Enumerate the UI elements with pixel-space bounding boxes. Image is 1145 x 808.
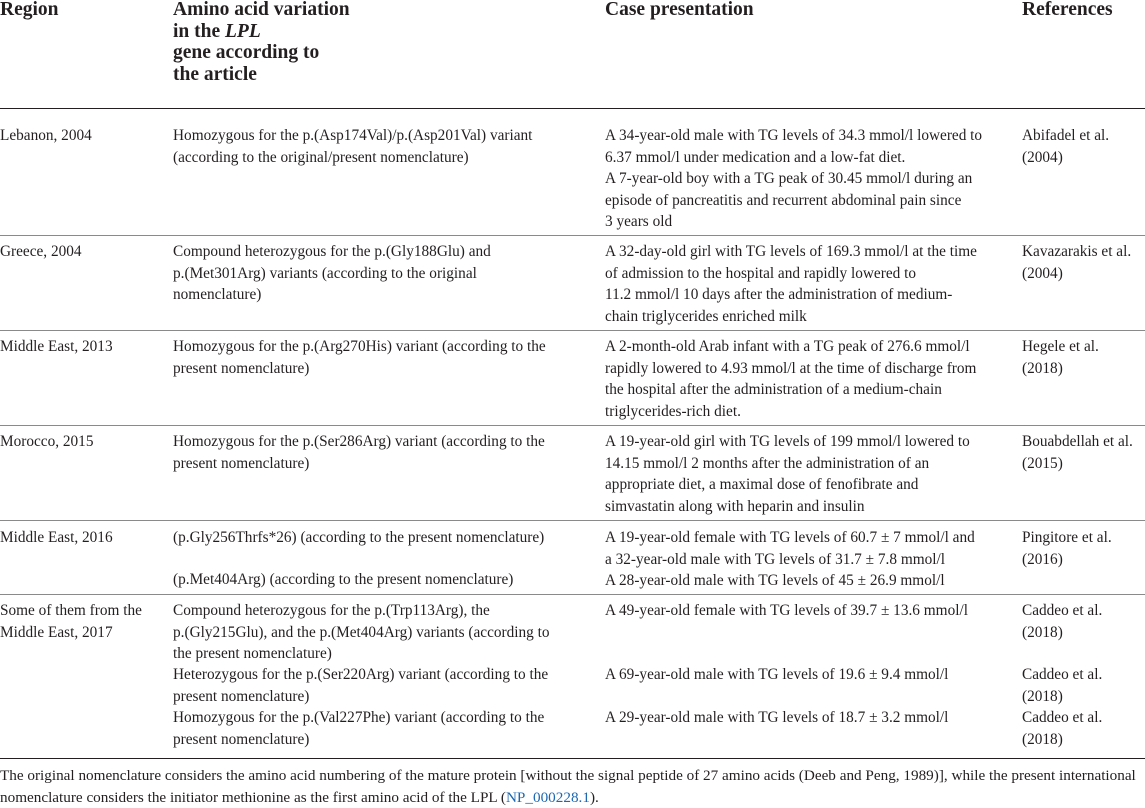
row-2017-sub1-references: Caddeo et al. (2018) [1022, 602, 1103, 641]
row-lebanon-case: A 34-year-old male with TG levels of 34.3 mmol/l lowered to 6.37 mmol/l under medication and a low-fat diet. A 7-year-old boy with a TG peak of 30.45 mmol/l during an episode of pancreatitis and recurrent abdominal pain since 3 years old [605, 127, 983, 230]
row-divider [0, 330, 1145, 331]
row-middle-east-2016-references: Pingitore et al. (2016) [1022, 529, 1112, 568]
row-middle-east-2016-case: A 19-year-old female with TG levels of 60.7 ± 7 mmol/l and a 32-year-old male with TG levels of 31.7 ± 7.8 mmol/l A 28-year-old male with TG levels of 45 ± 26.9 mmol/l [605, 529, 975, 589]
header-references: References [1022, 0, 1113, 20]
row-morocco-variation: Homozygous for the p.(Ser286Arg) variant (according to the present nomenclature) [173, 433, 545, 472]
header-case: Case presentation [605, 0, 754, 20]
row-greece-region: Greece, 2004 [0, 243, 82, 260]
row-middle-east-2017-region: Some of them from the Middle East, 2017 [0, 602, 142, 641]
row-2017-sub2-variation: Heterozygous for the p.(Ser220Arg) variant (according to the present nomenclature) [173, 666, 549, 705]
row-middle-east-2013-case: A 2-month-old Arab infant with a TG peak of 276.6 mmol/l rapidly lowered to 4.93 mmol/l at the time of discharge from the hospital after the administration of a medium-chain triglycerides-rich diet. [605, 338, 977, 420]
row-lebanon-references: Abifadel et al. (2004) [1022, 127, 1110, 166]
row-lebanon-variation: Homozygous for the p.(Asp174Val)/p.(Asp201Val) variant (according to the original/present nomenclature) [173, 127, 533, 166]
ncbi-accession-link[interactable]: NP_000228.1 [505, 788, 590, 806]
row-2017-sub1-case: A 49-year-old female with TG levels of 39.7 ± 13.6 mmol/l [605, 602, 968, 619]
row-2017-sub2-case: A 69-year-old male with TG levels of 19.6 ± 9.4 mmol/l [605, 666, 949, 683]
row-greece-variation: Compound heterozygous for the p.(Gly188Glu) and p.(Met301Arg) variants (according to the original nomenclature) [173, 243, 491, 303]
header-region: Region [0, 0, 59, 20]
row-2017-sub2-references: Caddeo et al. (2018) [1022, 666, 1103, 705]
row-2017-sub1-variation: Compound heterozygous for the p.(Trp113Arg), the p.(Gly215Glu), and the p.(Met404Arg) variants (according to the present nomenclature) [173, 602, 550, 662]
row-middle-east-2016-variation-a: (p.Gly256Thrfs*26) (according to the present nomenclature) [173, 529, 545, 546]
header-variation: Amino acid variation in the LPL gene according to the article [173, 0, 350, 85]
row-middle-east-2016-region: Middle East, 2016 [0, 529, 113, 546]
gene-name: LPL [225, 20, 261, 42]
row-2017-sub3-references: Caddeo et al. (2018) [1022, 709, 1103, 748]
header-divider [0, 108, 1145, 109]
row-morocco-references: Bouabdellah et al. (2015) [1022, 433, 1133, 472]
row-greece-references: Kavazarakis et al. (2004) [1022, 243, 1132, 282]
row-middle-east-2013-references: Hegele et al. (2018) [1022, 338, 1099, 377]
table-footnote: The original nomenclature considers the amino acid numbering of the mature protein [without the signal peptide of 27 amino acids (Deeb and Peng, 1989)], while the present international nomenclature considers the initiator methionine as the first amino acid of the LPL (NP_000228.1). [0, 767, 1136, 806]
row-divider [0, 594, 1145, 595]
row-middle-east-2013-region: Middle East, 2013 [0, 338, 113, 355]
row-morocco-region: Morocco, 2015 [0, 433, 94, 450]
row-middle-east-2013-variation: Homozygous for the p.(Arg270His) variant (according to the present nomenclature) [173, 338, 546, 377]
row-2017-sub3-case: A 29-year-old male with TG levels of 18.7 ± 3.2 mmol/l [605, 709, 949, 726]
row-2017-sub3-variation: Homozygous for the p.(Val227Phe) variant (according to the present nomenclature) [173, 709, 545, 748]
row-divider [0, 520, 1145, 521]
row-lebanon-region: Lebanon, 2004 [0, 127, 92, 144]
table-bottom-rule [0, 758, 1145, 759]
row-morocco-case: A 19-year-old girl with TG levels of 199 mmol/l lowered to 14.15 mmol/l 2 months after the administration of an appropriate diet, a maximal dose of fenofibrate and simvastatin along with heparin and insulin [605, 433, 970, 515]
row-divider [0, 235, 1145, 236]
row-greece-case: A 32-day-old girl with TG levels of 169.3 mmol/l at the time of admission to the hospital and rapidly lowered to 11.2 mmol/l 10 days after the administration of medium- chain triglycerides enriched milk [605, 243, 977, 325]
row-middle-east-2016-variation-b: (p.Met404Arg) (according to the present nomenclature) [173, 571, 514, 588]
row-divider [0, 425, 1145, 426]
